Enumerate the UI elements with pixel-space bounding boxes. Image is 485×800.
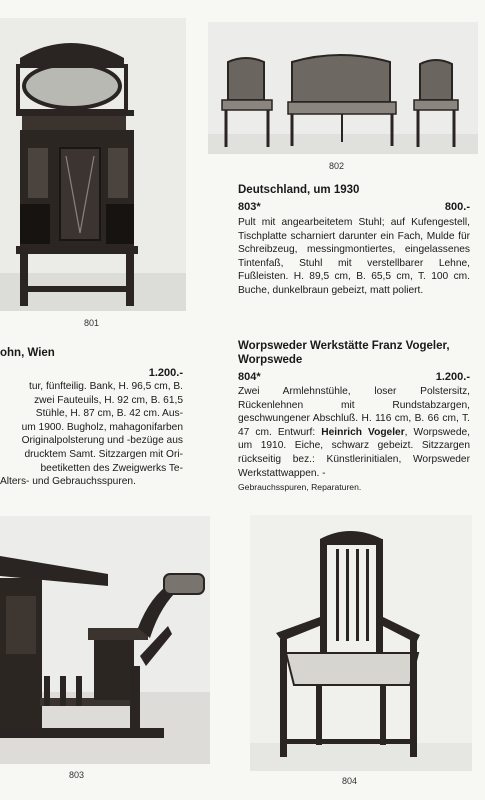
lot-803-entry bbox=[238, 183, 470, 298]
lot-804-description bbox=[238, 385, 470, 480]
armchair-illustration bbox=[250, 515, 472, 771]
lot-804-heading-line-1: Worpsweder Werkstätte Franz Vogeler, bbox=[238, 340, 450, 352]
lot-803-heading: Deutschland, um 1930 bbox=[238, 184, 360, 196]
lot-803-number: 803* bbox=[238, 201, 261, 213]
lot-801-entry bbox=[0, 346, 183, 489]
lot-804-designer: Heinrich Vogeler bbox=[321, 426, 405, 438]
desk-chair-illustration bbox=[0, 516, 210, 764]
lot-804-number-price bbox=[238, 370, 470, 384]
lot-801-heading: ohn, Wien bbox=[0, 347, 55, 359]
lot-801-line: drucktem Samt. Sitzzargen mit Ori- bbox=[24, 448, 183, 460]
lot-804-text-after: , Worpswede, um 1910. Eiche, schwarz gebeizt. Sitzzargen rückseitig bez.: Künstlerinitialen, Worpsweder Werkstattwappen. - bbox=[238, 426, 470, 479]
lot-803-description: Pult mit angearbeitetem Stuhl; auf Kufengestell, Tischplatte scharniert darunter ein Fach, Mulde für Schreibzeug, messingmontiertes, eingelassenes Tintenfaß, Stuhl mit verstellbarer Lehne, Fußleisten. H. 89,5 cm, B. 65,5 cm, T. 100 cm. Buche, dunkelbraun gebeizt, matt poliert. bbox=[238, 217, 470, 296]
cabinet-illustration bbox=[0, 18, 186, 311]
photo-caption-803: 803 bbox=[69, 770, 85, 780]
lot-804-condition: Gebrauchsspuren, Reparaturen. bbox=[238, 482, 362, 493]
lot-804-number: 804* bbox=[238, 371, 261, 383]
lot-803-number-price bbox=[238, 200, 470, 214]
photo-lot-803 bbox=[0, 516, 210, 764]
seating-set-illustration bbox=[208, 22, 478, 154]
photo-caption-804: 804 bbox=[342, 776, 358, 786]
lot-804-heading-line-2: Worpswede bbox=[238, 354, 303, 366]
lot-801-line: Stühle, H. 87 cm, B. 42 cm. Aus- bbox=[35, 408, 183, 420]
lot-801-condition: Alters- und Gebrauchsspuren. bbox=[0, 476, 136, 488]
lot-801-line: Originalpolsterung und -bezüge aus bbox=[21, 435, 183, 447]
lot-801-line: beetiketten des Zweigwerks Te- bbox=[40, 462, 183, 474]
lot-801-price: 1.200.- bbox=[148, 367, 183, 379]
lot-804-entry bbox=[238, 339, 470, 493]
lot-804-price: 1.200.- bbox=[435, 371, 470, 383]
photo-lot-802 bbox=[208, 22, 478, 154]
photo-lot-804 bbox=[250, 515, 472, 771]
photo-caption-801: 801 bbox=[84, 318, 100, 328]
lot-803-price: 800.- bbox=[444, 201, 470, 213]
photo-caption-802: 802 bbox=[329, 161, 345, 171]
photo-lot-801 bbox=[0, 18, 186, 311]
lot-801-line: um 1900. Bugholz, mahagonifarben bbox=[21, 421, 183, 433]
lot-801-line: tur, fünfteilig. Bank, H. 96,5 cm, B. bbox=[28, 381, 183, 392]
lot-804-text-before: Zwei Armlehnstühle, loser Polstersitz, Rückenlehnen mit Rundstabzargen, geschwungener Abschluß. H. 116 cm, B. 66 cm, T. 47 cm. Entwurf: bbox=[238, 386, 470, 438]
lot-801-line: zwei Fauteuils, H. 92 cm, B. 61,5 bbox=[34, 394, 183, 406]
